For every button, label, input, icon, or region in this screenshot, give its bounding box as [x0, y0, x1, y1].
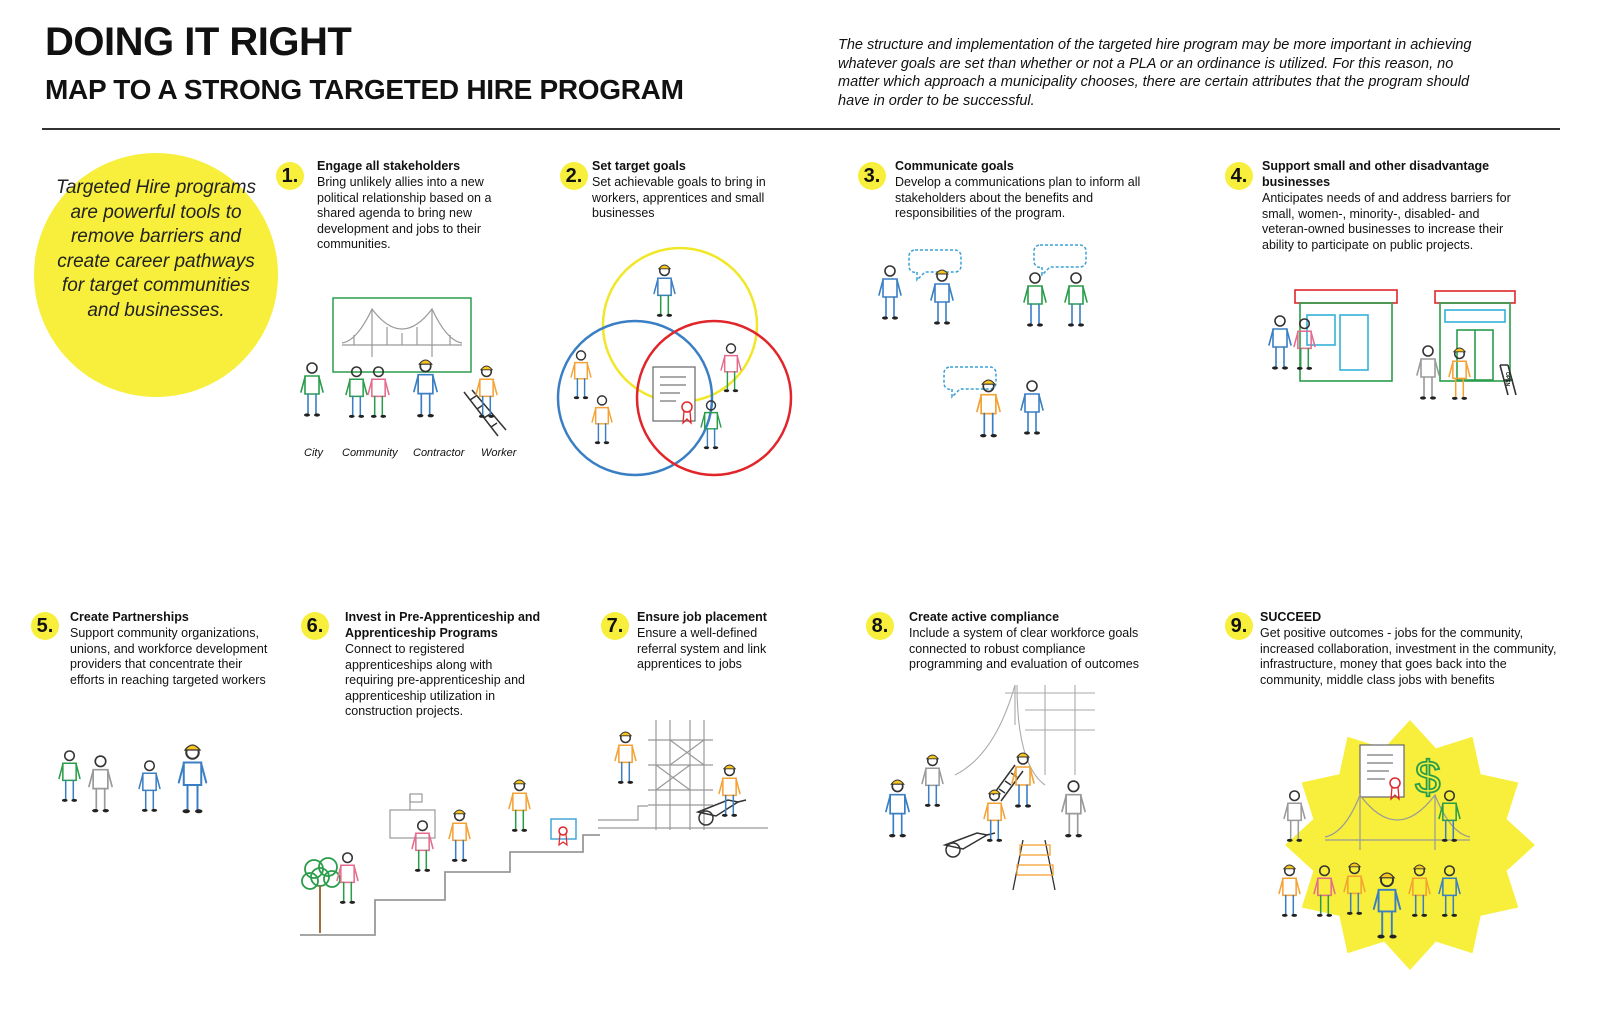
person-figure — [1314, 866, 1335, 917]
goal-people — [550, 255, 800, 485]
compliance-people — [895, 685, 1135, 915]
step-4-title: Support small and other disadvantage businesses — [1262, 159, 1490, 189]
person-figure — [346, 367, 367, 418]
person-figure — [414, 360, 437, 417]
person-figure — [1284, 791, 1305, 842]
step-5-number: 5. — [31, 612, 59, 640]
step-2-title: Set target goals — [592, 159, 686, 173]
person-figure — [368, 367, 389, 418]
step-5-desc: Support community organizations, unions, and workforce development providers that concentrate their efforts in reaching targeted workers — [70, 626, 268, 687]
person-figure — [476, 366, 497, 418]
step-2-desc: Set achievable goals to bring in workers, apprentices and small businesses — [592, 175, 766, 220]
step-4-number: 4. — [1225, 162, 1253, 190]
label-contractor: Contractor — [413, 447, 465, 459]
person-figure — [59, 751, 80, 802]
step-1-number: 1. — [276, 162, 304, 190]
step-3-title: Communicate goals — [895, 159, 1014, 173]
person-figure — [1294, 319, 1315, 370]
person-figure — [592, 396, 612, 444]
step-9-title: SUCCEED — [1260, 610, 1322, 624]
person-figure — [1065, 273, 1087, 327]
header-divider — [42, 128, 1560, 130]
step-7-desc: Ensure a well-defined referral system and link apprentices to jobs — [637, 626, 767, 671]
step-6-title: Invest in Pre-Apprenticeship and Apprenticeship Programs — [345, 610, 541, 640]
dollar-icon: $ — [1415, 751, 1441, 803]
person-figure — [337, 853, 358, 904]
step-8-title: Create active compliance — [909, 610, 1060, 624]
open-sign-text: OPEN — [1504, 372, 1510, 387]
label-community: Community — [342, 447, 398, 459]
step-7-number: 7. — [601, 612, 629, 640]
step-9-desc: Get positive outcomes - jobs for the community, increased collaboration, investment in the community, infrastructure, money that goes back into the community, middle class jobs with benefits — [1260, 626, 1557, 687]
step-5-title: Create Partnerships — [70, 610, 189, 624]
person-figure — [879, 266, 901, 320]
person-figure — [721, 344, 741, 392]
page-subtitle: MAP TO A STRONG TARGETED HIRE PROGRAM — [45, 74, 684, 105]
step-3-desc: Develop a communications plan to inform all stakeholders about the benefits and responsibilities of the program. — [895, 175, 1141, 220]
person-figure — [615, 732, 636, 784]
step-1-desc: Bring unlikely allies into a new political relationship based on a shared agenda to bring new development and jobs to their communities. — [317, 175, 492, 251]
callout-text: Targeted Hire programs are powerful tools to remove barriers and create career pathways for target communities and businesses. — [56, 177, 256, 321]
placement-people — [598, 720, 778, 850]
person-figure — [922, 755, 943, 807]
person-figure — [1021, 381, 1043, 435]
page-title: DOING IT RIGHT — [45, 20, 352, 64]
person-figure — [886, 780, 909, 837]
step-6-number: 6. — [301, 612, 329, 640]
person-figure — [931, 270, 953, 325]
step-3-number: 3. — [858, 162, 886, 190]
person-figure — [1374, 873, 1400, 939]
person-figure — [701, 401, 721, 449]
person-figure — [1012, 753, 1034, 808]
person-figure — [1279, 865, 1300, 917]
person-figure — [301, 363, 323, 417]
person-figure — [1269, 316, 1291, 370]
person-figure — [654, 265, 675, 317]
person-figure — [984, 790, 1005, 842]
intro-paragraph: The structure and implementation of the targeted hire program may be more important in achieving whatever goals are set than whether or not a PLA or an ordinance is utilized. For this reason, no matter which approach a municipality chooses, there are certain attributes that the program should have in order to be successful. — [838, 37, 1472, 109]
person-figure — [509, 780, 530, 832]
step-7-title: Ensure job placement — [637, 610, 767, 624]
step-4-desc: Anticipates needs of and address barriers for small, women-, minority-, disabled- and veteran-owned businesses to increase their ability to participate on public projects. — [1262, 191, 1511, 252]
apprentice-people — [300, 780, 600, 940]
label-city: City — [304, 447, 323, 459]
step-1-title: Engage all stakeholders — [317, 159, 461, 173]
person-figure — [1417, 346, 1439, 400]
person-figure — [412, 821, 433, 872]
person-figure — [1344, 863, 1365, 915]
partnership-people — [60, 750, 240, 870]
person-figure — [1409, 865, 1430, 917]
person-figure — [1062, 781, 1085, 837]
communicate-people — [880, 260, 1140, 460]
success-people — [1265, 715, 1555, 985]
person-figure — [449, 810, 470, 862]
step-2-number: 2. — [560, 162, 588, 190]
step-8-number: 8. — [866, 612, 894, 640]
step-8-desc: Include a system of clear workforce goals connected to robust compliance programming and evaluation of outcomes — [909, 626, 1139, 671]
business-people — [1270, 300, 1530, 450]
person-figure — [139, 761, 160, 812]
person-figure — [977, 380, 1000, 437]
person-figure — [1439, 791, 1460, 842]
person-figure — [1024, 273, 1046, 327]
step-6-desc: Connect to registered apprenticeships along with requiring pre-apprenticeship and apprenticeship utilization in construction projects. — [345, 642, 525, 718]
person-figure — [571, 351, 591, 399]
person-figure — [719, 765, 740, 817]
label-worker: Worker — [481, 447, 517, 459]
person-figure — [1439, 866, 1460, 917]
person-figure — [179, 745, 207, 813]
step-9-number: 9. — [1225, 612, 1253, 640]
stakeholder-people — [297, 360, 527, 440]
person-figure — [89, 756, 112, 812]
person-figure — [1449, 348, 1470, 400]
